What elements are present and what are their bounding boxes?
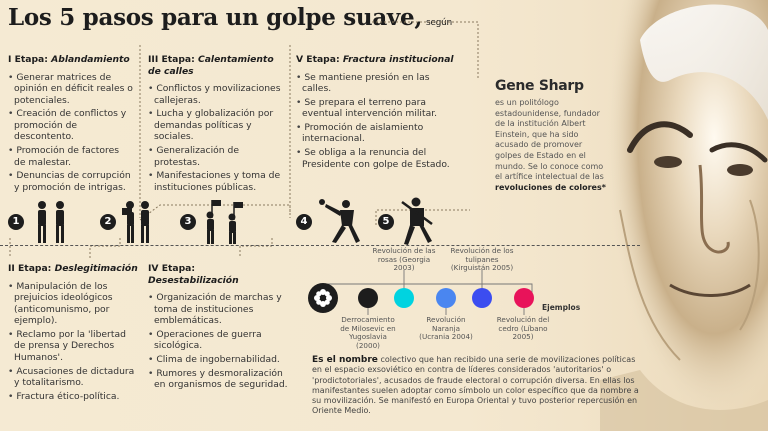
revolution-dot-georgia (394, 288, 414, 308)
stage-1-title: I Etapa: Ablandamiento (8, 54, 130, 65)
stage-4-item: • Operaciones de guerra sicológica. (148, 329, 288, 352)
two-figures-standing-icon (30, 200, 72, 246)
rioter-throwing-icon (318, 196, 364, 246)
page-title: Los 5 pasos para un golpe suave, según (8, 4, 452, 31)
stage-5 (296, 54, 456, 172)
stage-4-item: • Organización de marchas y toma de instituciones emblemáticas. (148, 292, 288, 327)
soldier-with-rifle-icon (398, 196, 438, 246)
stage-4-item: • Rumores y desmoralización en organismos de seguridad. (148, 368, 288, 391)
examples-label: Ejemplos (542, 303, 581, 312)
stage-2 (8, 263, 138, 404)
revolution-dot-ukraine (436, 288, 456, 308)
gene-sharp-description: es un politólogo estadounidense, fundador de la institución Albert Einstein, que ha sido acusado de promover golpes de Estado en el mundo. Se lo conoce como el artífice intelectual de las revoluciones de colores* (495, 98, 606, 192)
stage-1-item: • Creación de conflictos y promoción de descontento. (8, 108, 133, 143)
stage-3-item: • Generalización de protestas. (148, 145, 283, 168)
step-number-5: 5 (378, 214, 394, 230)
revolution-dot-yugoslavia (358, 288, 378, 308)
stage-1-item: • Denuncias de corrupción y promoción de intrigas. (8, 170, 133, 193)
step-number-1: 1 (8, 214, 24, 230)
stage-2-title: II Etapa: Deslegitimación (8, 263, 138, 274)
revolution-label: Revolución de las rosas (Georgia 2003) (372, 246, 436, 273)
stage-3 (148, 54, 283, 195)
revolution-label: Revolución de los tulipanes (Kirguistán 2005) (450, 246, 514, 273)
stage-2-item: • Acusaciones de dictadura y totalitarismo. (8, 366, 138, 389)
stage-4 (148, 263, 288, 393)
stage-5-title: V Etapa: Fractura institucional (296, 54, 454, 65)
stage-2-item: • Reclamo por la 'libertad de prensa y Derechos Humanos'. (8, 329, 138, 364)
stage-3-item: • Conflictos y movilizaciones callejeras. (148, 83, 283, 106)
stage-5-item: • Se prepara el terreno para eventual intervención militar. (296, 97, 456, 120)
color-revolutions-logo (308, 283, 338, 313)
flower-icon (308, 283, 338, 313)
stage-4-title: IV Etapa: Desestabilización (148, 263, 239, 286)
stage-1-item: • Generar matrices de opinión en déficit reales o potenciales. (8, 72, 133, 107)
revolution-dot-kyrgyzstan (472, 288, 492, 308)
stage-1 (8, 54, 133, 195)
step-number-3: 3 (180, 214, 196, 230)
protesters-with-flags-icon (200, 198, 248, 246)
stage-3-item: • Manifestaciones y toma de instituciones públicas. (148, 170, 283, 193)
stage-5-item: • Se mantiene presión en las calles. (296, 72, 456, 95)
title-suffix: según (426, 18, 452, 28)
camera-reporter-icon (120, 200, 154, 246)
revolution-dot-lebanon (514, 288, 534, 308)
revolution-label: Revolución Naranja (Ucrania 2004) (419, 315, 473, 342)
stage-2-item: • Fractura ético-política. (8, 391, 138, 403)
step-number-4: 4 (296, 214, 312, 230)
stage-4-item: • Clima de ingobernabilidad. (148, 354, 288, 366)
gene-sharp-name: Gene Sharp (495, 78, 584, 94)
stage-1-item: • Promoción de factores de malestar. (8, 145, 133, 168)
section-divider (0, 245, 640, 246)
stage-5-item: • Promoción de aislamiento internacional. (296, 122, 456, 145)
footnote: Es el nombre colectivo que han recibido una serie de movilizaciones políticas en el espacio exsoviético en contra de líderes considerados 'autoritarios' o 'prodictotoriales', acusados de fraude electoral o corrupción diversa. En ellas los manifestantes suelen adoptar como símbolo un color específico que da nombre a su movilización. Se manifestó en Europa Oriental y tuvo posterior repercusión en Oriente Medio. (312, 355, 639, 416)
stage-5-item: • Se obliga a la renuncia del Presidente con golpe de Estado. (296, 147, 456, 170)
stage-3-item: • Lucha y globalización por demandas políticas y sociales. (148, 108, 283, 143)
revolution-label: Revolución del cedro (Líbano 2005) (496, 315, 550, 342)
stage-2-item: • Manipulación de los prejuicios ideológicos (anticomunismo, por ejemplo). (8, 281, 138, 327)
stage-3-title: III Etapa: Calentamiento de calles (148, 54, 274, 77)
revolution-label: Derrocamiento de Milosevic en Yugoslavia (2000) (340, 315, 396, 350)
step-number-2: 2 (100, 214, 116, 230)
